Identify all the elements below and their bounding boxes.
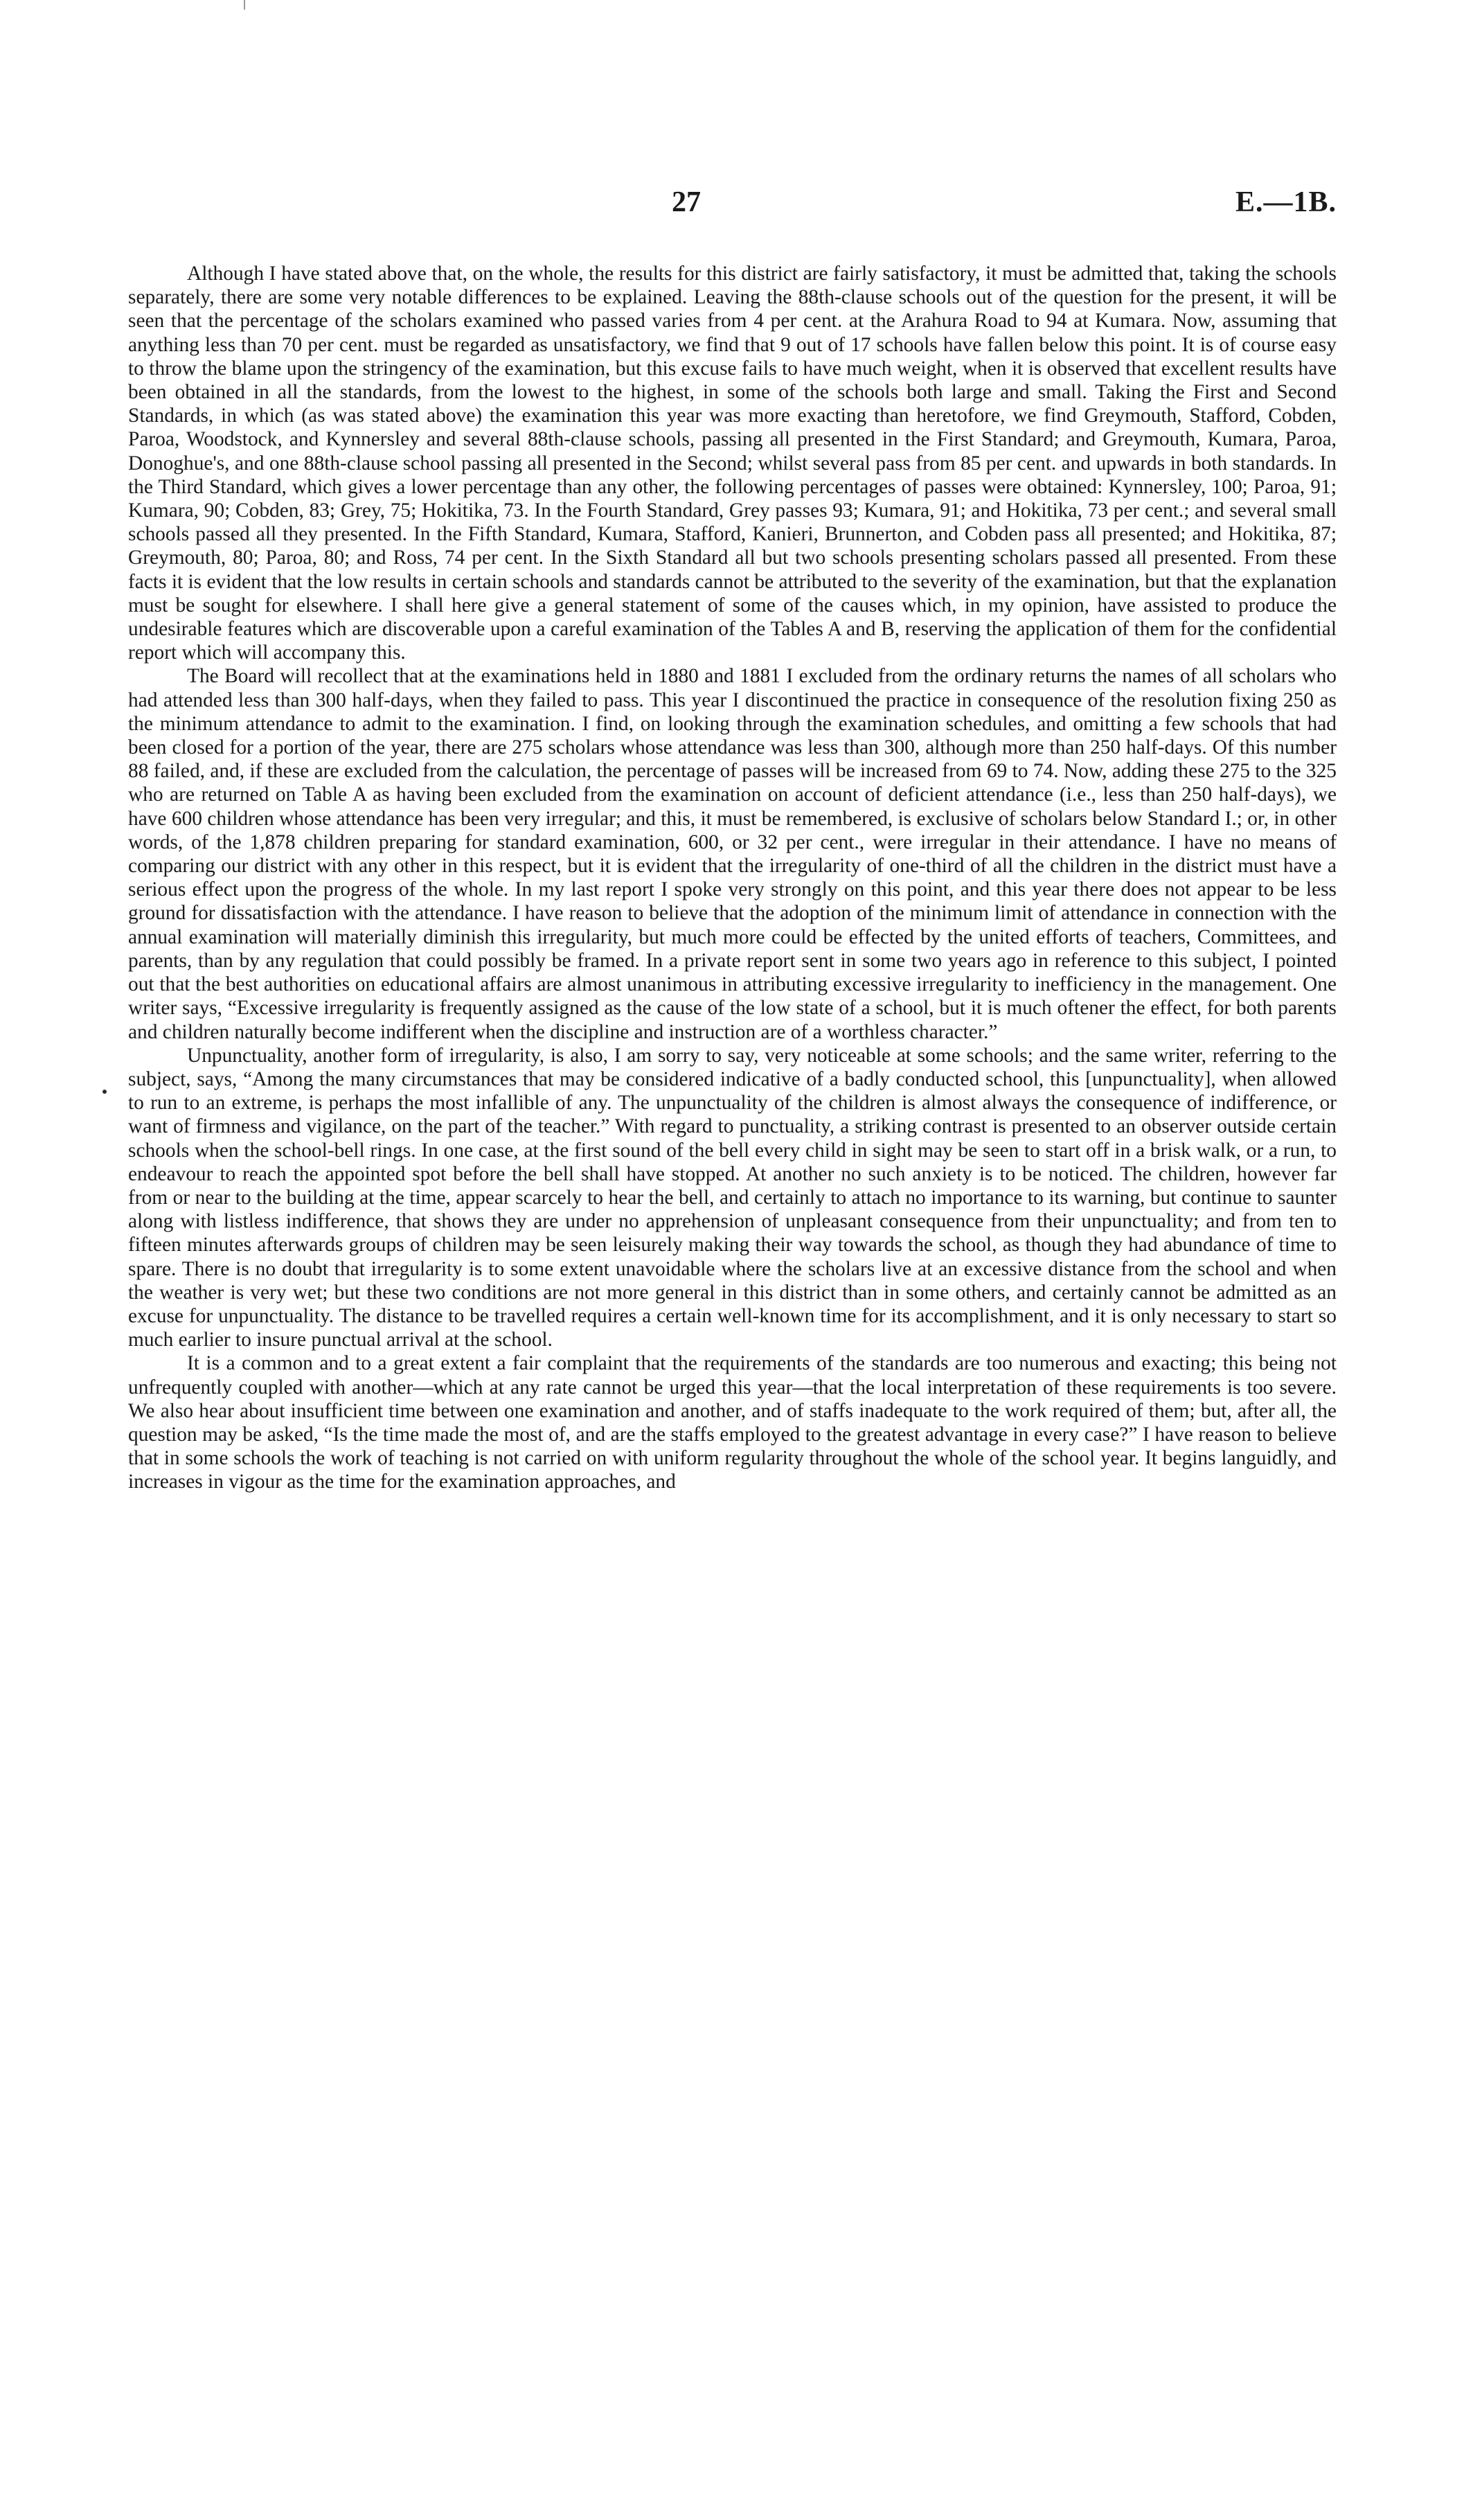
paragraph-unpunctuality: Unpunctuality, another form of irregularity, is also, I am sorry to say, very noticeable at some schools; and the same writer, referring to the subject, says, “Among the many circumstances that may be considered indicative of a badly conducted school, this [unpunctuality], when allowed to run to an extreme, is perhaps the most infallible of any. The unpunctuality of the children is almost always the consequence of indifference, or want of firmness and vigilance, on the part of the teacher.” With regard to punctuality, a striking contrast is presented to an observer outside certain schools when the school-bell rings. In one case, at the first sound of the bell every child in sight may be seen to start off in a brisk walk, or a run, to endeavour to reach the appointed spot before the bell shall have stopped. At another no such anxiety is to be noticed. The children, however far from or near to the building at the time, appear scarcely to hear the bell, and certainly to attach no importance to its warning, but continue to saunter along with listless indifference, that shows they are under no apprehension of unpleasant consequence from their unpunctuality; and from ten to fifteen minutes afterwards groups of children may be seen leisurely making their way towards the school, as though they had abundance of time to spare. There is no doubt that irregularity is to some extent unavoidable where the scholars live at an excessive distance from the school and when the weather is very wet; but these two conditions are not more general in this district than in some others, and certainly cannot be admitted as an excuse for unpunctuality. The distance to be travelled requires a certain well-known time for its accomplishment, and it is only necessary to start so much earlier to insure punctual arrival at the school. bbox=[128, 1044, 1337, 1351]
page-number: 27 bbox=[672, 186, 701, 218]
body-text bbox=[128, 262, 1337, 1494]
paragraph-attendance: The Board will recollect that at the examinations held in 1880 and 1881 I excluded from the ordinary returns the names of all scholars who had attended less than 300 half-days, when they failed to pass. This year I discontinued the practice in consequence of the resolution fixing 250 as the minimum attendance to admit to the examination. I find, on looking through the examination schedules, and omitting a few schools that had been closed for a portion of the year, there are 275 scholars whose attendance was less than 300, although more than 250 half-days. Of this number 88 failed, and, if these are excluded from the calculation, the percentage of passes will be increased from 69 to 74. Now, adding these 275 to the 325 who are returned on Table A as having been excluded from the examination on account of deficient attendance (i.e., less than 250 half-days), we have 600 children whose attendance has been very irregular; and this, it must be remembered, is exclusive of scholars below Standard I.; or, in other words, of the 1,878 children preparing for standard examination, 600, or 32 per cent., were irregular in their attendance. I have no means of comparing our district with any other in this respect, but it is evident that the irregularity of one-third of all the children in the district must have a serious effect upon the progress of the whole. In my last report I spoke very strongly on this point, and this year there does not appear to be less ground for dissatisfaction with the attendance. I have reason to believe that the adoption of the minimum limit of attendance in connection with the annual examination will materially diminish this irregularity, but much more could be effected by the united efforts of teachers, Committees, and parents, than by any regulation that could possibly be framed. In a private report sent in some two years ago in reference to this subject, I pointed out that the best authorities on educational affairs are almost unanimous in attributing excessive irregularity to inefficiency in the management. One writer says, “Excessive irregularity is frequently assigned as the cause of the low state of a school, but it is much oftener the effect, for both parents and children naturally become indifferent when the discipline and instruction are of a worthless character.” bbox=[128, 665, 1337, 1043]
scan-mark bbox=[244, 0, 245, 10]
paragraph-standards-complaint: It is a common and to a great extent a fair complaint that the requirements of the standards are too numerous and exacting; this being not unfrequently coupled with another—which at any rate cannot be urged this year—that the local interpretation of these requirements is too severe. We also hear about insufficient time between one examination and another, and of staffs inadequate to the work required of them; but, after all, the question may be asked, “Is the time made the most of, and are the staffs employed to the greatest advantage in every case?” I have reason to believe that in some schools the work of teaching is not carried on with uniform regularity throughout the whole of the school year. It begins languidly, and increases in vigour as the time for the examination approaches, and bbox=[128, 1352, 1337, 1493]
page-header bbox=[128, 186, 1337, 227]
document-code: E.—1B. bbox=[1235, 186, 1337, 218]
paragraph-school-results: Although I have stated above that, on the whole, the results for this district are fairly satisfactory, it must be admitted that, taking the schools separately, there are some very notable differences to be explained. Leaving the 88th-clause schools out of the question for the present, it will be seen that the percentage of the scholars examined who passed varies from 4 per cent. at the Arahura Road to 94 at Kumara. Now, assuming that anything less than 70 per cent. must be regarded as unsatisfactory, we find that 9 out of 17 schools have fallen below this point. It is of course easy to throw the blame upon the stringency of the examination, but this excuse fails to have much weight, when it is observed that excellent results have been obtained in all the standards, from the lowest to the highest, in some of the schools both large and small. Taking the First and Second Standards, in which (as was stated above) the examination this year was more exacting than heretofore, we find Greymouth, Stafford, Cobden, Paroa, Woodstock, and Kynnersley and several 88th-clause schools, passing all presented in the First Standard; and Greymouth, Kumara, Paroa, Donoghue's, and one 88th-clause school passing all presented in the Second; whilst several pass from 85 per cent. and upwards in both standards. In the Third Standard, which gives a lower percentage than any other, the following percentages of passes were obtained: Kynnersley, 100; Paroa, 91; Kumara, 90; Cobden, 83; Grey, 75; Hokitika, 73. In the Fourth Standard, Grey passes 93; Kumara, 91; and Hokitika, 73 per cent.; and several small schools passed all they presented. In the Fifth Standard, Kumara, Stafford, Kanieri, Brunnerton, and Cobden pass all presented; and Hokitika, 87; Greymouth, 80; Paroa, 80; and Ross, 74 per cent. In the Sixth Standard all but two schools presenting scholars passed all presented. From these facts it is evident that the low results in certain schools and standards cannot be attributed to the severity of the examination, but that the explanation must be sought for elsewhere. I shall here give a general statement of some of the causes which, in my opinion, have assisted to produce the undesirable features which are discoverable upon a careful examination of the Tables A and B, reserving the application of them for the confidential report which will accompany this. bbox=[128, 263, 1337, 664]
margin-mark bbox=[102, 1090, 107, 1094]
